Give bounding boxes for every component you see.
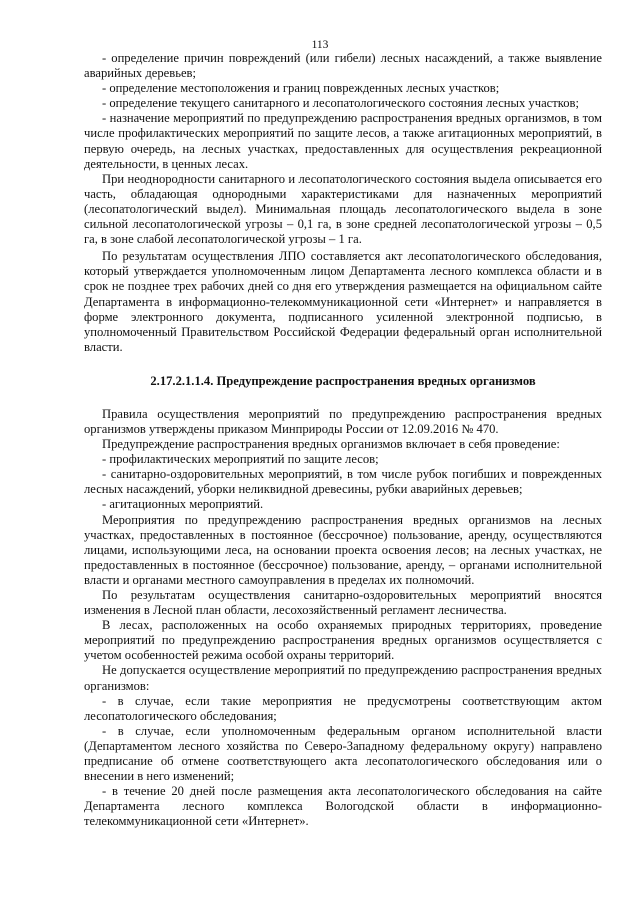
page-number: 113 <box>311 39 329 51</box>
section-heading: 2.17.2.1.1.4. Предупреждение распространения вредных организмов <box>150 373 536 388</box>
list-item: - определение текущего санитарного и лесопатологического состояния лесных участков; <box>102 96 579 111</box>
paragraph-protected-areas: В лесах, расположенных на особо охраняемых природных территориях, проведение мероприятий по предупреждению распространения вредных организмов осуществляется с учетом особенностей режима особой охраны территорий. <box>84 618 602 663</box>
list-item: - определение причин повреждений (или гибели) лесных насаждений, а также выявление аварийных деревьев; <box>84 51 602 81</box>
list-item: - агитационных мероприятий. <box>102 497 264 512</box>
list-item: - профилактических мероприятий по защите лесов; <box>102 452 379 467</box>
list-item: - санитарно-оздоровительных мероприятий, в том числе рубок погибших и поврежденных лесных насаждений, уборки неликвидной древесины, рубки аварийных деревьев; <box>84 467 602 497</box>
list-item: - в течение 20 дней после размещения акта лесопатологического обследования на сайте Департамента лесного комплекса Вологодской области в информационно-телекоммуникационной сети «Интернет». <box>84 784 602 829</box>
paragraph-performers: Мероприятия по предупреждению распространения вредных организмов на лесных участках, предоставленных в постоянное (бессрочное) пользование, аренду, осуществляются лицами, использующими леса, на основании проекта освоения лесов; на лесных участках, не предоставленных в постоянное (бессрочное) пользование, аренду, – органами исполнительной власти и органами местного самоуправления в пределах их полномочий. <box>84 512 602 587</box>
document-body <box>84 51 602 830</box>
list-item: - определение местоположения и границ поврежденных лесных участков; <box>102 81 500 96</box>
paragraph-includes: Предупреждение распространения вредных организмов включает в себя проведение: <box>102 437 560 452</box>
paragraph-inspection-act: По результатам осуществления ЛПО составляется акт лесопатологического обследования, который утверждается уполномоченным лицом Департамента лесного комплекса области и в срок не позднее трех рабочих дней со дня его утверждения размещается на официальном сайте Департамента в информационно-телекоммуникационной сети «Интернет» и направляется в форме электронного документа, подписанного усиленной электронной подписью, в уполномоченный Правительством Российской Федерации федеральный орган исполнительной власти. <box>84 249 602 354</box>
list-item: - в случае, если такие мероприятия не предусмотрены соответствующим актом лесопатологического обследования; <box>84 693 602 723</box>
paragraph-not-allowed: Не допускается осуществление мероприятий по предупреждению распространения вредных организмов: <box>84 663 602 693</box>
list-item: - в случае, если уполномоченным федеральным органом исполнительной власти (Департаментом лесного хозяйства по Северо-Западному федеральному округу) направлено предписание об отмене соответствующего акта лесопатологического обследования или о внесении в него изменений; <box>84 723 602 784</box>
list-item: - назначение мероприятий по предупреждению распространения вредных организмов, в том числе профилактических мероприятий по защите лесов, а также агитационных мероприятий, в первую очередь, на лесных участках, предоставленных для осуществления рекреационной деятельности, в ценных лесах. <box>84 111 602 171</box>
paragraph-rules: Правила осуществления мероприятий по предупреждению распространения вредных организмов утверждены приказом Минприроды России от 12.09.2016 № 470. <box>84 406 602 436</box>
paragraph-changes: По результатам осуществления санитарно-оздоровительных мероприятий вносятся изменения в Лесной план области, лесохозяйственный регламент лесничества. <box>84 588 602 618</box>
paragraph-pathology-area: При неоднородности санитарного и лесопатологического состояния выдела описывается его часть, обладающая однородными характеристиками для назначенных мероприятий (лесопатологический выдел). Минимальная площадь лесопатологического выдела в зоне сильной лесопатологической угрозы – 0,1 га, в зоне средней лесопатологической угрозы – 0,5 га, в зоне слабой лесопатологической угрозы – 1 га. <box>84 171 602 247</box>
